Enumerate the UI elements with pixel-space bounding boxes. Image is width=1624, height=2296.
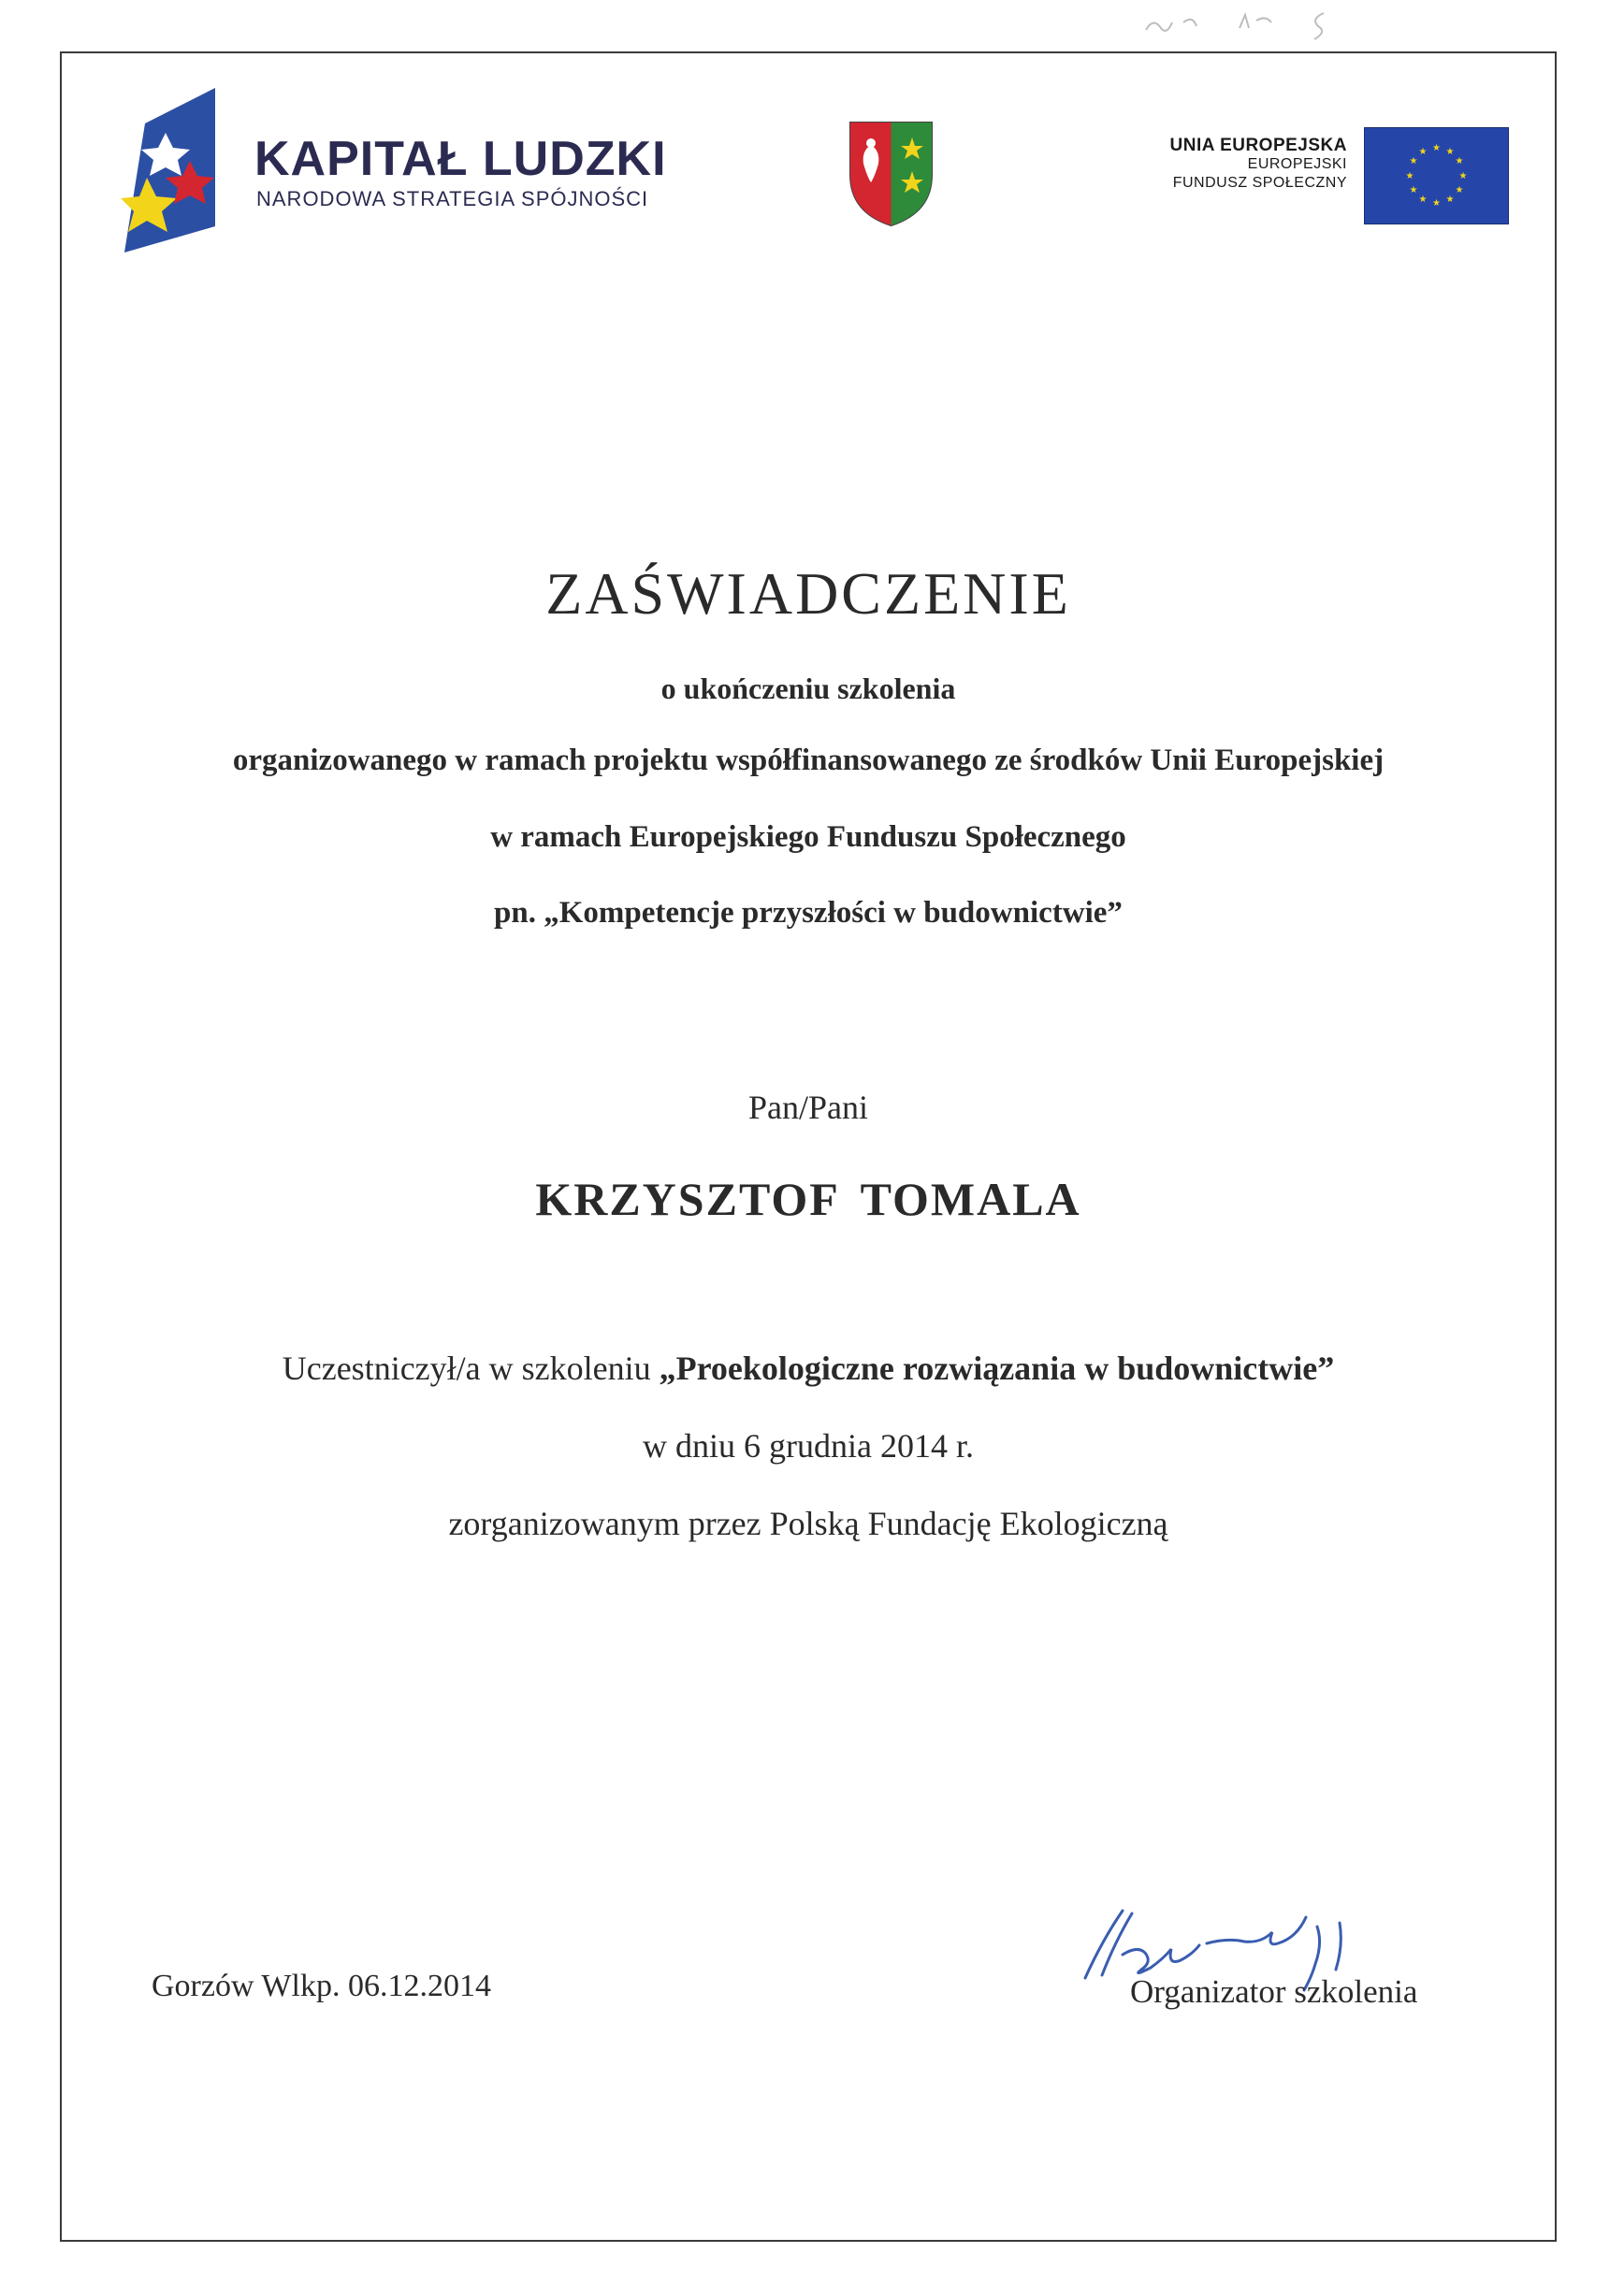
eu-fund-label [1104, 137, 1347, 193]
fund-description: w ramach Europejskiego Funduszu Społecznego [490, 820, 1126, 854]
project-name: pn. „Kompetencje przyszłości w budownictwie” [494, 896, 1123, 930]
svg-text:★: ★ [1418, 147, 1428, 157]
svg-text:★: ★ [1455, 156, 1464, 166]
svg-text:★: ★ [1405, 171, 1414, 181]
project-description: organizowanego w ramach projektu współfinansowanego ze środków Unii Europejskiej [232, 744, 1385, 777]
certificate-title: ZAŚWIADCZENIE [545, 560, 1071, 627]
svg-text:★: ★ [1455, 185, 1464, 195]
certificate-subtitle: o ukończeniu szkolenia [660, 671, 956, 705]
eu-line-1: UNIA EUROPEJSKA [1169, 136, 1347, 155]
eu-line-3: FUNDUSZ SPOŁECZNY [1172, 175, 1347, 191]
organizer-line: zorganizowanym przez Polską Fundację Ekologiczną [448, 1505, 1168, 1542]
participation-prefix: Uczestniczył/a w szkoleniu [282, 1350, 660, 1387]
participant-name: KRZYSZTOF TOMALA [535, 1173, 1081, 1225]
kapital-ludzki-title: KAPITAŁ LUDZKI [254, 132, 667, 186]
eu-flag [1364, 127, 1509, 224]
svg-text:★: ★ [1418, 195, 1428, 205]
participation-line [60, 1349, 1557, 1388]
lubuskie-crest [847, 117, 935, 229]
salutation: Pan/Pani [747, 1089, 868, 1126]
svg-text:★: ★ [1432, 143, 1441, 153]
svg-text:★: ★ [1445, 147, 1455, 157]
svg-text:★: ★ [1409, 185, 1418, 195]
svg-text:★: ★ [1432, 198, 1441, 209]
svg-text:★: ★ [1409, 156, 1418, 166]
eu-line-2: EUROPEJSKI [1247, 156, 1347, 172]
training-date: w dniu 6 grudnia 2014 r. [643, 1427, 974, 1465]
organizer-label: Organizator szkolenia [1130, 1973, 1418, 2010]
svg-text:★: ★ [1445, 195, 1455, 205]
kapital-ludzki-logo [117, 77, 229, 254]
kapital-ludzki-subtitle: NARODOWA STRATEGIA SPÓJNOŚCI [256, 187, 649, 210]
training-name: „Proekologiczne rozwiązania w budownictwie” [659, 1350, 1335, 1387]
place-and-date: Gorzów Wlkp. 06.12.2014 [152, 1969, 491, 2003]
handwritten-mark [1137, 4, 1417, 41]
svg-text:★: ★ [1458, 171, 1468, 181]
